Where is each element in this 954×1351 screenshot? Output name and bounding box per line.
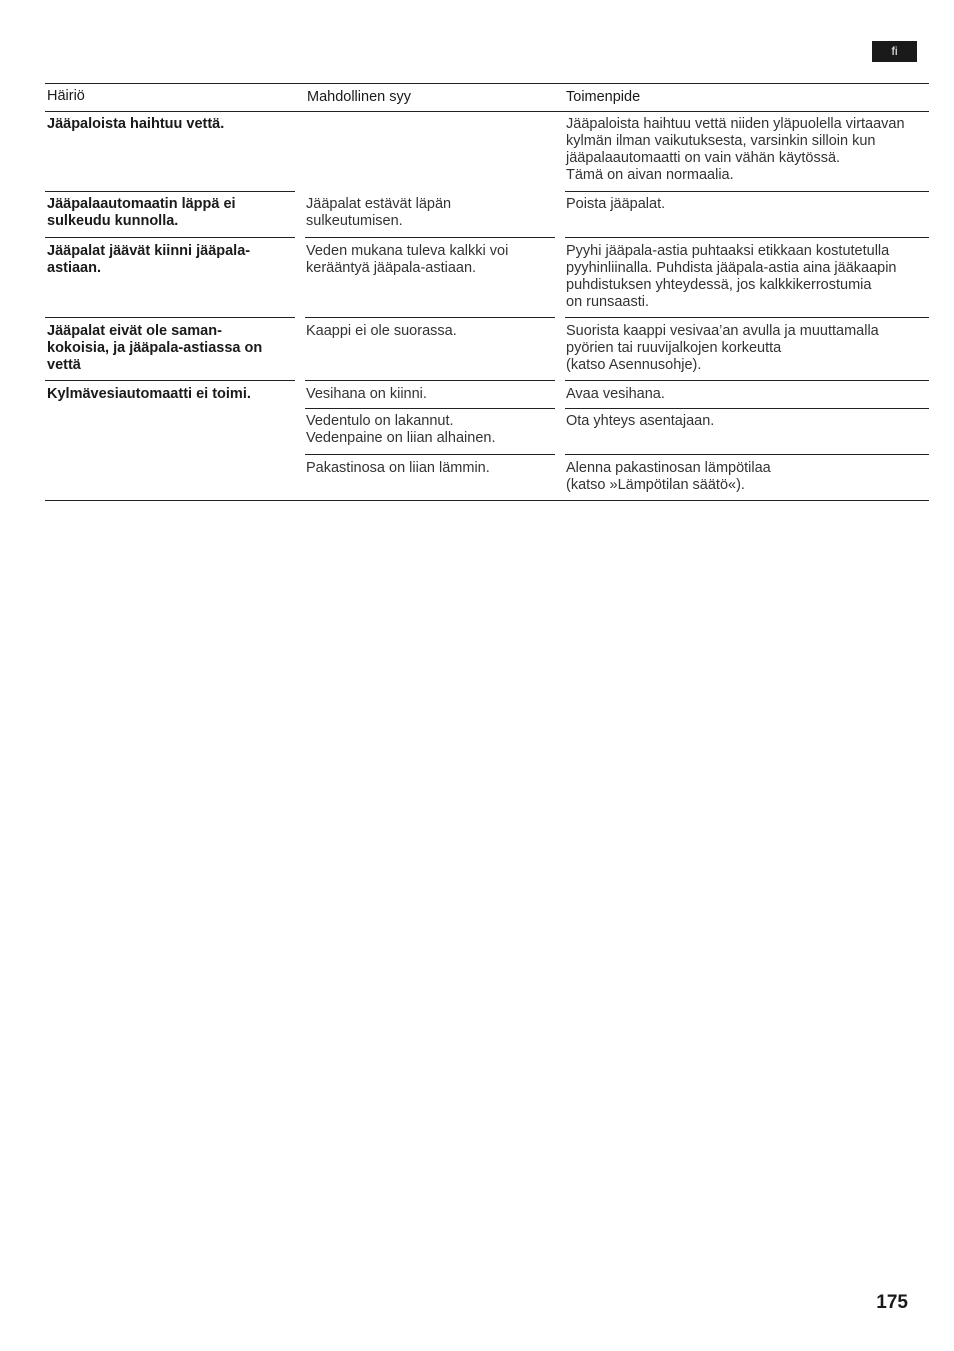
row-3-rule-cause: [305, 317, 555, 318]
row-6-action: Ota yhteys asentajaan.: [566, 413, 715, 429]
language-tab: fi: [872, 41, 917, 62]
row-3-action: Pyyhi jääpala-astia puhtaaksi etikkaan kostutetulla pyyhinliinalla. Puhdista jääpala-astia aina jääkaapin puhdistuksen yhteydessä, jos kalkkikerrostumia on runsaasti.: [566, 243, 897, 310]
row-3-rule-action: [565, 317, 929, 318]
row-3-problem: Jääpalat jäävät kiinni jääpala- astiaan.: [47, 243, 251, 276]
row-2-problem: Jääpalaautomaatin läppä ei sulkeudu kunnolla.: [47, 196, 236, 229]
row-4-rule-cause: [305, 380, 555, 381]
row-5-cause: Vesihana on kiinni.: [306, 386, 427, 402]
row-2-action: Poista jääpalat.: [566, 196, 666, 212]
row-3-rule-problem: [45, 317, 295, 318]
row-3-cause: Veden mukana tuleva kalkki voi kerääntyä jääpala-astiaan.: [306, 243, 509, 276]
row-1-problem: Jääpaloista haihtuu vettä.: [47, 116, 225, 132]
row-7-action: Alenna pakastinosan lämpötilaa (katso »Lämpötilan säätö«).: [566, 460, 771, 493]
row-2-rule-action: [565, 237, 929, 238]
header-problem: Häiriö: [47, 88, 85, 104]
page-number: 175: [876, 1292, 908, 1313]
row-4-rule-action: [565, 380, 929, 381]
row-1-action: Jääpaloista haihtuu vettä niiden yläpuolella virtaavan kylmän ilman vaikutuksesta, varsinkin silloin kun jääpalaautomaatti on vain vähän käytössä. Tämä on aivan normaalia.: [566, 116, 905, 183]
row-2-cause: Jääpalat estävät läpän sulkeutumisen.: [306, 196, 452, 229]
row-4-action: Suorista kaappi vesivaa’an avulla ja muuttamalla pyörien tai ruuvijalkojen korkeutta (katso Asennusohje).: [566, 323, 879, 373]
row-1-rule-action: [565, 191, 929, 192]
row-4-rule-problem: [45, 380, 295, 381]
row-6-rule-action: [565, 454, 929, 455]
header-cause: Mahdollinen syy: [307, 89, 411, 105]
header-rule: [45, 111, 929, 112]
table-top-rule: [45, 83, 929, 84]
row-5-rule-cause: [305, 408, 555, 409]
row-5-problem: Kylmävesiautomaatti ei toimi.: [47, 386, 251, 402]
row-6-cause: Vedentulo on lakannut. Vedenpaine on liian alhainen.: [306, 413, 496, 446]
header-action: Toimenpide: [566, 89, 641, 105]
row-1-rule-problem: [45, 191, 295, 192]
row-4-problem: Jääpalat eivät ole saman- kokoisia, ja jääpala-astiassa on vettä: [47, 323, 263, 373]
row-7-cause: Pakastinosa on liian lämmin.: [306, 460, 490, 476]
row-2-rule-problem: [45, 237, 295, 238]
row-2-rule-cause: [305, 237, 555, 238]
row-4-cause: Kaappi ei ole suorassa.: [306, 323, 457, 339]
row-5-action: Avaa vesihana.: [566, 386, 665, 402]
row-5-rule-action: [565, 408, 929, 409]
table-bottom-rule: [45, 500, 929, 501]
row-6-rule-cause: [305, 454, 555, 455]
